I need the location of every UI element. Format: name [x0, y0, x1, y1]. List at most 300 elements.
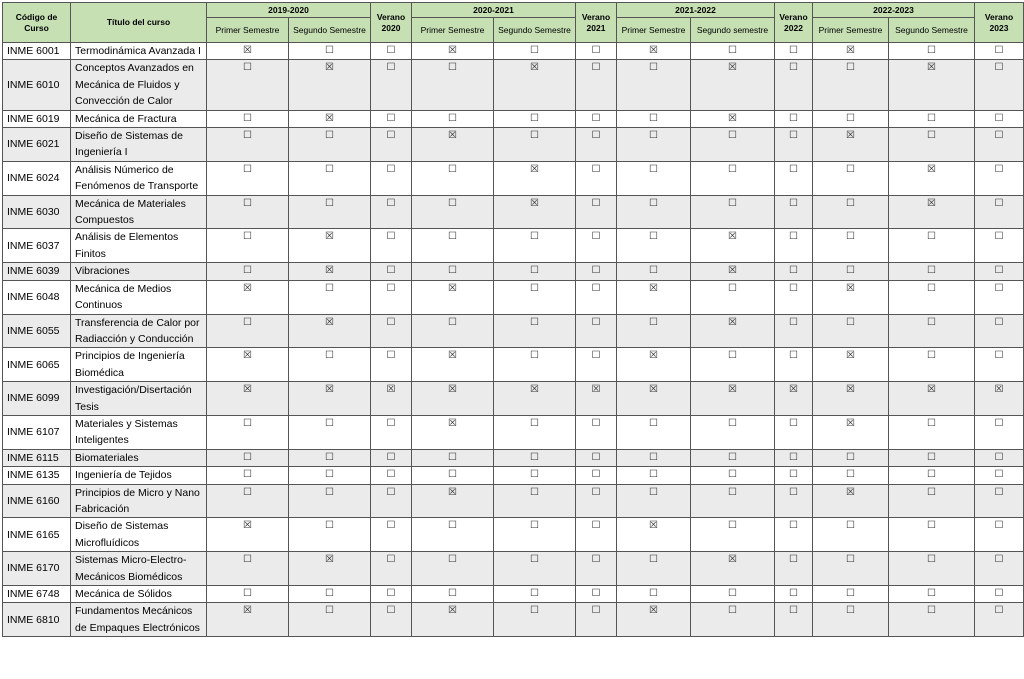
course-title: Diseño de Sistemas Microfluídicos	[71, 518, 207, 552]
course-code: INME 6001	[3, 43, 71, 60]
unchecked-checkbox-icon[interactable]: ☐	[813, 586, 889, 603]
checked-checkbox-icon[interactable]: ☒	[889, 382, 975, 416]
checked-checkbox-icon[interactable]: ☒	[494, 161, 576, 195]
checked-checkbox-icon[interactable]: ☒	[691, 552, 775, 586]
unchecked-checkbox-icon[interactable]: ☐	[617, 484, 691, 518]
unchecked-checkbox-icon[interactable]: ☐	[975, 314, 1024, 348]
unchecked-checkbox-icon[interactable]: ☐	[691, 128, 775, 162]
checked-checkbox-icon[interactable]: ☒	[617, 518, 691, 552]
unchecked-checkbox-icon[interactable]: ☐	[207, 60, 289, 110]
checked-checkbox-icon[interactable]: ☒	[289, 382, 371, 416]
unchecked-checkbox-icon[interactable]: ☐	[775, 484, 813, 518]
unchecked-checkbox-icon[interactable]: ☐	[975, 43, 1024, 60]
unchecked-checkbox-icon[interactable]: ☐	[813, 552, 889, 586]
unchecked-checkbox-icon[interactable]: ☐	[813, 449, 889, 466]
unchecked-checkbox-icon[interactable]: ☐	[813, 229, 889, 263]
unchecked-checkbox-icon[interactable]: ☐	[889, 552, 975, 586]
unchecked-checkbox-icon[interactable]: ☐	[889, 280, 975, 314]
course-title: Ingeniería de Tejidos	[71, 467, 207, 484]
header-row-years	[3, 3, 1024, 18]
unchecked-checkbox-icon[interactable]: ☐	[813, 314, 889, 348]
summer-header: Verano 2023	[975, 3, 1024, 43]
unchecked-checkbox-icon[interactable]: ☐	[207, 552, 289, 586]
unchecked-checkbox-icon[interactable]: ☐	[975, 586, 1024, 603]
unchecked-checkbox-icon[interactable]: ☐	[494, 552, 576, 586]
unchecked-checkbox-icon[interactable]: ☐	[576, 552, 617, 586]
unchecked-checkbox-icon[interactable]: ☐	[371, 110, 412, 127]
semester-header: Primer Semestre	[207, 18, 289, 43]
checked-checkbox-icon[interactable]: ☒	[813, 382, 889, 416]
unchecked-checkbox-icon[interactable]: ☐	[775, 110, 813, 127]
unchecked-checkbox-icon[interactable]: ☐	[494, 110, 576, 127]
unchecked-checkbox-icon[interactable]: ☐	[494, 484, 576, 518]
unchecked-checkbox-icon[interactable]: ☐	[412, 60, 494, 110]
year-header: 2020-2021	[412, 3, 576, 18]
unchecked-checkbox-icon[interactable]: ☐	[775, 518, 813, 552]
semester-header: Segundo Semestre	[494, 18, 576, 43]
unchecked-checkbox-icon[interactable]: ☐	[813, 110, 889, 127]
unchecked-checkbox-icon[interactable]: ☐	[289, 195, 371, 229]
unchecked-checkbox-icon[interactable]: ☐	[371, 229, 412, 263]
unchecked-checkbox-icon[interactable]: ☐	[691, 484, 775, 518]
unchecked-checkbox-icon[interactable]: ☐	[289, 128, 371, 162]
unchecked-checkbox-icon[interactable]: ☐	[207, 314, 289, 348]
table-row	[3, 195, 1024, 229]
unchecked-checkbox-icon[interactable]: ☐	[371, 161, 412, 195]
unchecked-checkbox-icon[interactable]: ☐	[494, 518, 576, 552]
checked-checkbox-icon[interactable]: ☒	[494, 382, 576, 416]
unchecked-checkbox-icon[interactable]: ☐	[494, 128, 576, 162]
unchecked-checkbox-icon[interactable]: ☐	[775, 314, 813, 348]
unchecked-checkbox-icon[interactable]: ☐	[813, 161, 889, 195]
course-code: INME 6019	[3, 110, 71, 127]
table-row	[3, 348, 1024, 382]
unchecked-checkbox-icon[interactable]: ☐	[371, 263, 412, 280]
unchecked-checkbox-icon[interactable]: ☐	[775, 603, 813, 637]
course-code: INME 6107	[3, 415, 71, 449]
unchecked-checkbox-icon[interactable]: ☐	[207, 110, 289, 127]
unchecked-checkbox-icon[interactable]: ☐	[775, 161, 813, 195]
unchecked-checkbox-icon[interactable]: ☐	[412, 467, 494, 484]
checked-checkbox-icon[interactable]: ☒	[207, 382, 289, 416]
course-title: Mecánica de Materiales Compuestos	[71, 195, 207, 229]
checked-checkbox-icon[interactable]: ☒	[412, 603, 494, 637]
unchecked-checkbox-icon[interactable]: ☐	[371, 195, 412, 229]
unchecked-checkbox-icon[interactable]: ☐	[412, 552, 494, 586]
unchecked-checkbox-icon[interactable]: ☐	[975, 484, 1024, 518]
course-title: Termodinámica Avanzada I	[71, 43, 207, 60]
checked-checkbox-icon[interactable]: ☒	[289, 552, 371, 586]
unchecked-checkbox-icon[interactable]: ☐	[371, 60, 412, 110]
semester-header: Segundo semestre	[691, 18, 775, 43]
checked-checkbox-icon[interactable]: ☒	[494, 195, 576, 229]
unchecked-checkbox-icon[interactable]: ☐	[576, 518, 617, 552]
course-code: INME 6135	[3, 467, 71, 484]
unchecked-checkbox-icon[interactable]: ☐	[576, 263, 617, 280]
semester-header: Primer Semestre	[813, 18, 889, 43]
checked-checkbox-icon[interactable]: ☒	[494, 60, 576, 110]
unchecked-checkbox-icon[interactable]: ☐	[576, 586, 617, 603]
course-title: Análisis de Elementos Finitos	[71, 229, 207, 263]
unchecked-checkbox-icon[interactable]: ☐	[975, 195, 1024, 229]
unchecked-checkbox-icon[interactable]: ☐	[494, 415, 576, 449]
unchecked-checkbox-icon[interactable]: ☐	[775, 128, 813, 162]
checked-checkbox-icon[interactable]: ☒	[412, 128, 494, 162]
checked-checkbox-icon[interactable]: ☒	[289, 60, 371, 110]
course-code: INME 6010	[3, 60, 71, 110]
unchecked-checkbox-icon[interactable]: ☐	[207, 161, 289, 195]
unchecked-checkbox-icon[interactable]: ☐	[412, 586, 494, 603]
summer-header: Verano 2021	[576, 3, 617, 43]
course-title: Análisis Númerico de Fenómenos de Transporte	[71, 161, 207, 195]
unchecked-checkbox-icon[interactable]: ☐	[617, 467, 691, 484]
unchecked-checkbox-icon[interactable]: ☐	[691, 603, 775, 637]
checked-checkbox-icon[interactable]: ☒	[412, 43, 494, 60]
unchecked-checkbox-icon[interactable]: ☐	[494, 348, 576, 382]
unchecked-checkbox-icon[interactable]: ☐	[617, 449, 691, 466]
course-code: INME 6170	[3, 552, 71, 586]
unchecked-checkbox-icon[interactable]: ☐	[691, 280, 775, 314]
checked-checkbox-icon[interactable]: ☒	[813, 348, 889, 382]
checked-checkbox-icon[interactable]: ☒	[775, 382, 813, 416]
checked-checkbox-icon[interactable]: ☒	[813, 43, 889, 60]
unchecked-checkbox-icon[interactable]: ☐	[775, 449, 813, 466]
checked-checkbox-icon[interactable]: ☒	[691, 382, 775, 416]
unchecked-checkbox-icon[interactable]: ☐	[576, 280, 617, 314]
unchecked-checkbox-icon[interactable]: ☐	[207, 449, 289, 466]
course-title: Conceptos Avanzados en Mecánica de Fluidos y Convección de Calor	[71, 60, 207, 110]
unchecked-checkbox-icon[interactable]: ☐	[494, 43, 576, 60]
checked-checkbox-icon[interactable]: ☒	[691, 314, 775, 348]
unchecked-checkbox-icon[interactable]: ☐	[889, 449, 975, 466]
checked-checkbox-icon[interactable]: ☒	[617, 603, 691, 637]
unchecked-checkbox-icon[interactable]: ☐	[494, 449, 576, 466]
unchecked-checkbox-icon[interactable]: ☐	[617, 161, 691, 195]
unchecked-checkbox-icon[interactable]: ☐	[889, 467, 975, 484]
table-row	[3, 263, 1024, 280]
unchecked-checkbox-icon[interactable]: ☐	[975, 449, 1024, 466]
semester-header: Primer Semestre	[412, 18, 494, 43]
unchecked-checkbox-icon[interactable]: ☐	[889, 314, 975, 348]
unchecked-checkbox-icon[interactable]: ☐	[617, 314, 691, 348]
unchecked-checkbox-icon[interactable]: ☐	[371, 314, 412, 348]
table-row	[3, 484, 1024, 518]
summer-header: Verano 2022	[775, 3, 813, 43]
unchecked-checkbox-icon[interactable]: ☐	[494, 280, 576, 314]
checked-checkbox-icon[interactable]: ☒	[289, 314, 371, 348]
unchecked-checkbox-icon[interactable]: ☐	[775, 586, 813, 603]
unchecked-checkbox-icon[interactable]: ☐	[289, 43, 371, 60]
unchecked-checkbox-icon[interactable]: ☐	[576, 467, 617, 484]
checked-checkbox-icon[interactable]: ☒	[691, 229, 775, 263]
unchecked-checkbox-icon[interactable]: ☐	[371, 552, 412, 586]
unchecked-checkbox-icon[interactable]: ☐	[289, 467, 371, 484]
unchecked-checkbox-icon[interactable]: ☐	[576, 161, 617, 195]
unchecked-checkbox-icon[interactable]: ☐	[371, 415, 412, 449]
unchecked-checkbox-icon[interactable]: ☐	[775, 229, 813, 263]
unchecked-checkbox-icon[interactable]: ☐	[576, 415, 617, 449]
course-title: Mecánica de Fractura	[71, 110, 207, 127]
unchecked-checkbox-icon[interactable]: ☐	[813, 60, 889, 110]
unchecked-checkbox-icon[interactable]: ☐	[207, 263, 289, 280]
unchecked-checkbox-icon[interactable]: ☐	[691, 348, 775, 382]
checked-checkbox-icon[interactable]: ☒	[207, 348, 289, 382]
checked-checkbox-icon[interactable]: ☒	[576, 382, 617, 416]
course-title: Fundamentos Mecánicos de Empaques Electrónicos	[71, 603, 207, 637]
unchecked-checkbox-icon[interactable]: ☐	[975, 603, 1024, 637]
checked-checkbox-icon[interactable]: ☒	[617, 43, 691, 60]
checked-checkbox-icon[interactable]: ☒	[813, 280, 889, 314]
unchecked-checkbox-icon[interactable]: ☐	[576, 195, 617, 229]
unchecked-checkbox-icon[interactable]: ☐	[412, 161, 494, 195]
unchecked-checkbox-icon[interactable]: ☐	[576, 229, 617, 263]
unchecked-checkbox-icon[interactable]: ☐	[889, 229, 975, 263]
table-row	[3, 449, 1024, 466]
unchecked-checkbox-icon[interactable]: ☐	[289, 348, 371, 382]
unchecked-checkbox-icon[interactable]: ☐	[289, 603, 371, 637]
unchecked-checkbox-icon[interactable]: ☐	[412, 518, 494, 552]
unchecked-checkbox-icon[interactable]: ☐	[775, 348, 813, 382]
course-title: Sistemas Micro-Electro-Mecánicos Biomédicos	[71, 552, 207, 586]
unchecked-checkbox-icon[interactable]: ☐	[576, 110, 617, 127]
checked-checkbox-icon[interactable]: ☒	[889, 161, 975, 195]
unchecked-checkbox-icon[interactable]: ☐	[289, 449, 371, 466]
unchecked-checkbox-icon[interactable]: ☐	[289, 518, 371, 552]
course-code: INME 6037	[3, 229, 71, 263]
checked-checkbox-icon[interactable]: ☒	[289, 229, 371, 263]
unchecked-checkbox-icon[interactable]: ☐	[691, 161, 775, 195]
table-row	[3, 110, 1024, 127]
unchecked-checkbox-icon[interactable]: ☐	[371, 449, 412, 466]
unchecked-checkbox-icon[interactable]: ☐	[889, 348, 975, 382]
unchecked-checkbox-icon[interactable]: ☐	[813, 518, 889, 552]
unchecked-checkbox-icon[interactable]: ☐	[412, 263, 494, 280]
unchecked-checkbox-icon[interactable]: ☐	[975, 60, 1024, 110]
table-row	[3, 552, 1024, 586]
semester-header: Segundo Semestre	[889, 18, 975, 43]
unchecked-checkbox-icon[interactable]: ☐	[412, 314, 494, 348]
checked-checkbox-icon[interactable]: ☒	[371, 382, 412, 416]
unchecked-checkbox-icon[interactable]: ☐	[207, 415, 289, 449]
unchecked-checkbox-icon[interactable]: ☐	[889, 415, 975, 449]
checked-checkbox-icon[interactable]: ☒	[412, 280, 494, 314]
unchecked-checkbox-icon[interactable]: ☐	[775, 280, 813, 314]
unchecked-checkbox-icon[interactable]: ☐	[576, 484, 617, 518]
table-row	[3, 382, 1024, 416]
unchecked-checkbox-icon[interactable]: ☐	[975, 128, 1024, 162]
unchecked-checkbox-icon[interactable]: ☐	[975, 161, 1024, 195]
unchecked-checkbox-icon[interactable]: ☐	[207, 229, 289, 263]
checked-checkbox-icon[interactable]: ☒	[691, 263, 775, 280]
unchecked-checkbox-icon[interactable]: ☐	[775, 43, 813, 60]
checked-checkbox-icon[interactable]: ☒	[617, 348, 691, 382]
table-row	[3, 415, 1024, 449]
course-code: INME 6160	[3, 484, 71, 518]
unchecked-checkbox-icon[interactable]: ☐	[289, 161, 371, 195]
checked-checkbox-icon[interactable]: ☒	[207, 43, 289, 60]
checked-checkbox-icon[interactable]: ☒	[289, 110, 371, 127]
table-row	[3, 43, 1024, 60]
unchecked-checkbox-icon[interactable]: ☐	[207, 195, 289, 229]
unchecked-checkbox-icon[interactable]: ☐	[775, 467, 813, 484]
unchecked-checkbox-icon[interactable]: ☐	[412, 195, 494, 229]
unchecked-checkbox-icon[interactable]: ☐	[975, 415, 1024, 449]
unchecked-checkbox-icon[interactable]: ☐	[207, 467, 289, 484]
unchecked-checkbox-icon[interactable]: ☐	[576, 60, 617, 110]
unchecked-checkbox-icon[interactable]: ☐	[889, 586, 975, 603]
table-row	[3, 280, 1024, 314]
unchecked-checkbox-icon[interactable]: ☐	[617, 128, 691, 162]
course-code: INME 6024	[3, 161, 71, 195]
unchecked-checkbox-icon[interactable]: ☐	[889, 518, 975, 552]
course-title: Mecánica de Medios Continuos	[71, 280, 207, 314]
unchecked-checkbox-icon[interactable]: ☐	[889, 603, 975, 637]
unchecked-checkbox-icon[interactable]: ☐	[494, 229, 576, 263]
checked-checkbox-icon[interactable]: ☒	[289, 263, 371, 280]
course-title: Materiales y Sistemas Inteligentes	[71, 415, 207, 449]
unchecked-checkbox-icon[interactable]: ☐	[289, 484, 371, 518]
unchecked-checkbox-icon[interactable]: ☐	[775, 60, 813, 110]
year-header: 2022-2023	[813, 3, 975, 18]
course-title-header: Título del curso	[71, 3, 207, 43]
course-code: INME 6115	[3, 449, 71, 466]
unchecked-checkbox-icon[interactable]: ☐	[412, 449, 494, 466]
checked-checkbox-icon[interactable]: ☒	[813, 415, 889, 449]
unchecked-checkbox-icon[interactable]: ☐	[691, 195, 775, 229]
unchecked-checkbox-icon[interactable]: ☐	[207, 484, 289, 518]
checked-checkbox-icon[interactable]: ☒	[207, 518, 289, 552]
checked-checkbox-icon[interactable]: ☒	[207, 603, 289, 637]
unchecked-checkbox-icon[interactable]: ☐	[494, 467, 576, 484]
checked-checkbox-icon[interactable]: ☒	[412, 484, 494, 518]
unchecked-checkbox-icon[interactable]: ☐	[371, 467, 412, 484]
unchecked-checkbox-icon[interactable]: ☐	[691, 449, 775, 466]
unchecked-checkbox-icon[interactable]: ☐	[813, 195, 889, 229]
table-row	[3, 467, 1024, 484]
unchecked-checkbox-icon[interactable]: ☐	[775, 263, 813, 280]
checked-checkbox-icon[interactable]: ☒	[617, 382, 691, 416]
unchecked-checkbox-icon[interactable]: ☐	[289, 586, 371, 603]
unchecked-checkbox-icon[interactable]: ☐	[975, 348, 1024, 382]
unchecked-checkbox-icon[interactable]: ☐	[617, 263, 691, 280]
unchecked-checkbox-icon[interactable]: ☐	[889, 43, 975, 60]
course-code-header: Código de Curso	[3, 3, 71, 43]
unchecked-checkbox-icon[interactable]: ☐	[617, 195, 691, 229]
year-header: 2019-2020	[207, 3, 371, 18]
unchecked-checkbox-icon[interactable]: ☐	[889, 128, 975, 162]
checked-checkbox-icon[interactable]: ☒	[691, 110, 775, 127]
unchecked-checkbox-icon[interactable]: ☐	[975, 518, 1024, 552]
checked-checkbox-icon[interactable]: ☒	[975, 382, 1024, 416]
unchecked-checkbox-icon[interactable]: ☐	[975, 552, 1024, 586]
unchecked-checkbox-icon[interactable]: ☐	[371, 280, 412, 314]
unchecked-checkbox-icon[interactable]: ☐	[412, 110, 494, 127]
unchecked-checkbox-icon[interactable]: ☐	[975, 110, 1024, 127]
semester-header: Primer Semestre	[617, 18, 691, 43]
year-header: 2021-2022	[617, 3, 775, 18]
unchecked-checkbox-icon[interactable]: ☐	[775, 195, 813, 229]
unchecked-checkbox-icon[interactable]: ☐	[975, 280, 1024, 314]
unchecked-checkbox-icon[interactable]: ☐	[576, 449, 617, 466]
unchecked-checkbox-icon[interactable]: ☐	[975, 263, 1024, 280]
unchecked-checkbox-icon[interactable]: ☐	[412, 229, 494, 263]
checked-checkbox-icon[interactable]: ☒	[412, 415, 494, 449]
unchecked-checkbox-icon[interactable]: ☐	[691, 467, 775, 484]
course-title: Vibraciones	[71, 263, 207, 280]
unchecked-checkbox-icon[interactable]: ☐	[975, 229, 1024, 263]
unchecked-checkbox-icon[interactable]: ☐	[889, 263, 975, 280]
unchecked-checkbox-icon[interactable]: ☐	[889, 110, 975, 127]
checked-checkbox-icon[interactable]: ☒	[617, 280, 691, 314]
unchecked-checkbox-icon[interactable]: ☐	[371, 603, 412, 637]
course-code: INME 6810	[3, 603, 71, 637]
table-row	[3, 60, 1024, 110]
course-title: Investigación/Disertación Tesis	[71, 382, 207, 416]
unchecked-checkbox-icon[interactable]: ☐	[289, 415, 371, 449]
unchecked-checkbox-icon[interactable]: ☐	[371, 484, 412, 518]
unchecked-checkbox-icon[interactable]: ☐	[207, 586, 289, 603]
unchecked-checkbox-icon[interactable]: ☐	[207, 128, 289, 162]
unchecked-checkbox-icon[interactable]: ☐	[371, 128, 412, 162]
unchecked-checkbox-icon[interactable]: ☐	[576, 128, 617, 162]
course-code: INME 6065	[3, 348, 71, 382]
unchecked-checkbox-icon[interactable]: ☐	[576, 603, 617, 637]
table-row	[3, 229, 1024, 263]
unchecked-checkbox-icon[interactable]: ☐	[617, 110, 691, 127]
unchecked-checkbox-icon[interactable]: ☐	[617, 552, 691, 586]
unchecked-checkbox-icon[interactable]: ☐	[617, 60, 691, 110]
unchecked-checkbox-icon[interactable]: ☐	[975, 467, 1024, 484]
unchecked-checkbox-icon[interactable]: ☐	[889, 484, 975, 518]
unchecked-checkbox-icon[interactable]: ☐	[691, 415, 775, 449]
unchecked-checkbox-icon[interactable]: ☐	[617, 415, 691, 449]
unchecked-checkbox-icon[interactable]: ☐	[494, 603, 576, 637]
unchecked-checkbox-icon[interactable]: ☐	[691, 586, 775, 603]
unchecked-checkbox-icon[interactable]: ☐	[617, 586, 691, 603]
unchecked-checkbox-icon[interactable]: ☐	[576, 348, 617, 382]
course-code: INME 6099	[3, 382, 71, 416]
unchecked-checkbox-icon[interactable]: ☐	[691, 43, 775, 60]
unchecked-checkbox-icon[interactable]: ☐	[576, 43, 617, 60]
unchecked-checkbox-icon[interactable]: ☐	[371, 43, 412, 60]
unchecked-checkbox-icon[interactable]: ☐	[371, 518, 412, 552]
unchecked-checkbox-icon[interactable]: ☐	[371, 586, 412, 603]
checked-checkbox-icon[interactable]: ☒	[412, 348, 494, 382]
course-code: INME 6021	[3, 128, 71, 162]
checked-checkbox-icon[interactable]: ☒	[691, 60, 775, 110]
unchecked-checkbox-icon[interactable]: ☐	[813, 467, 889, 484]
checked-checkbox-icon[interactable]: ☒	[889, 195, 975, 229]
unchecked-checkbox-icon[interactable]: ☐	[576, 314, 617, 348]
unchecked-checkbox-icon[interactable]: ☐	[494, 263, 576, 280]
unchecked-checkbox-icon[interactable]: ☐	[691, 518, 775, 552]
unchecked-checkbox-icon[interactable]: ☐	[289, 280, 371, 314]
checked-checkbox-icon[interactable]: ☒	[207, 280, 289, 314]
unchecked-checkbox-icon[interactable]: ☐	[371, 348, 412, 382]
checked-checkbox-icon[interactable]: ☒	[813, 128, 889, 162]
checked-checkbox-icon[interactable]: ☒	[889, 60, 975, 110]
unchecked-checkbox-icon[interactable]: ☐	[775, 552, 813, 586]
unchecked-checkbox-icon[interactable]: ☐	[617, 229, 691, 263]
unchecked-checkbox-icon[interactable]: ☐	[813, 603, 889, 637]
unchecked-checkbox-icon[interactable]: ☐	[813, 263, 889, 280]
checked-checkbox-icon[interactable]: ☒	[412, 382, 494, 416]
semester-header: Segundo Semestre	[289, 18, 371, 43]
checked-checkbox-icon[interactable]: ☒	[813, 484, 889, 518]
unchecked-checkbox-icon[interactable]: ☐	[494, 314, 576, 348]
unchecked-checkbox-icon[interactable]: ☐	[494, 586, 576, 603]
unchecked-checkbox-icon[interactable]: ☐	[775, 415, 813, 449]
